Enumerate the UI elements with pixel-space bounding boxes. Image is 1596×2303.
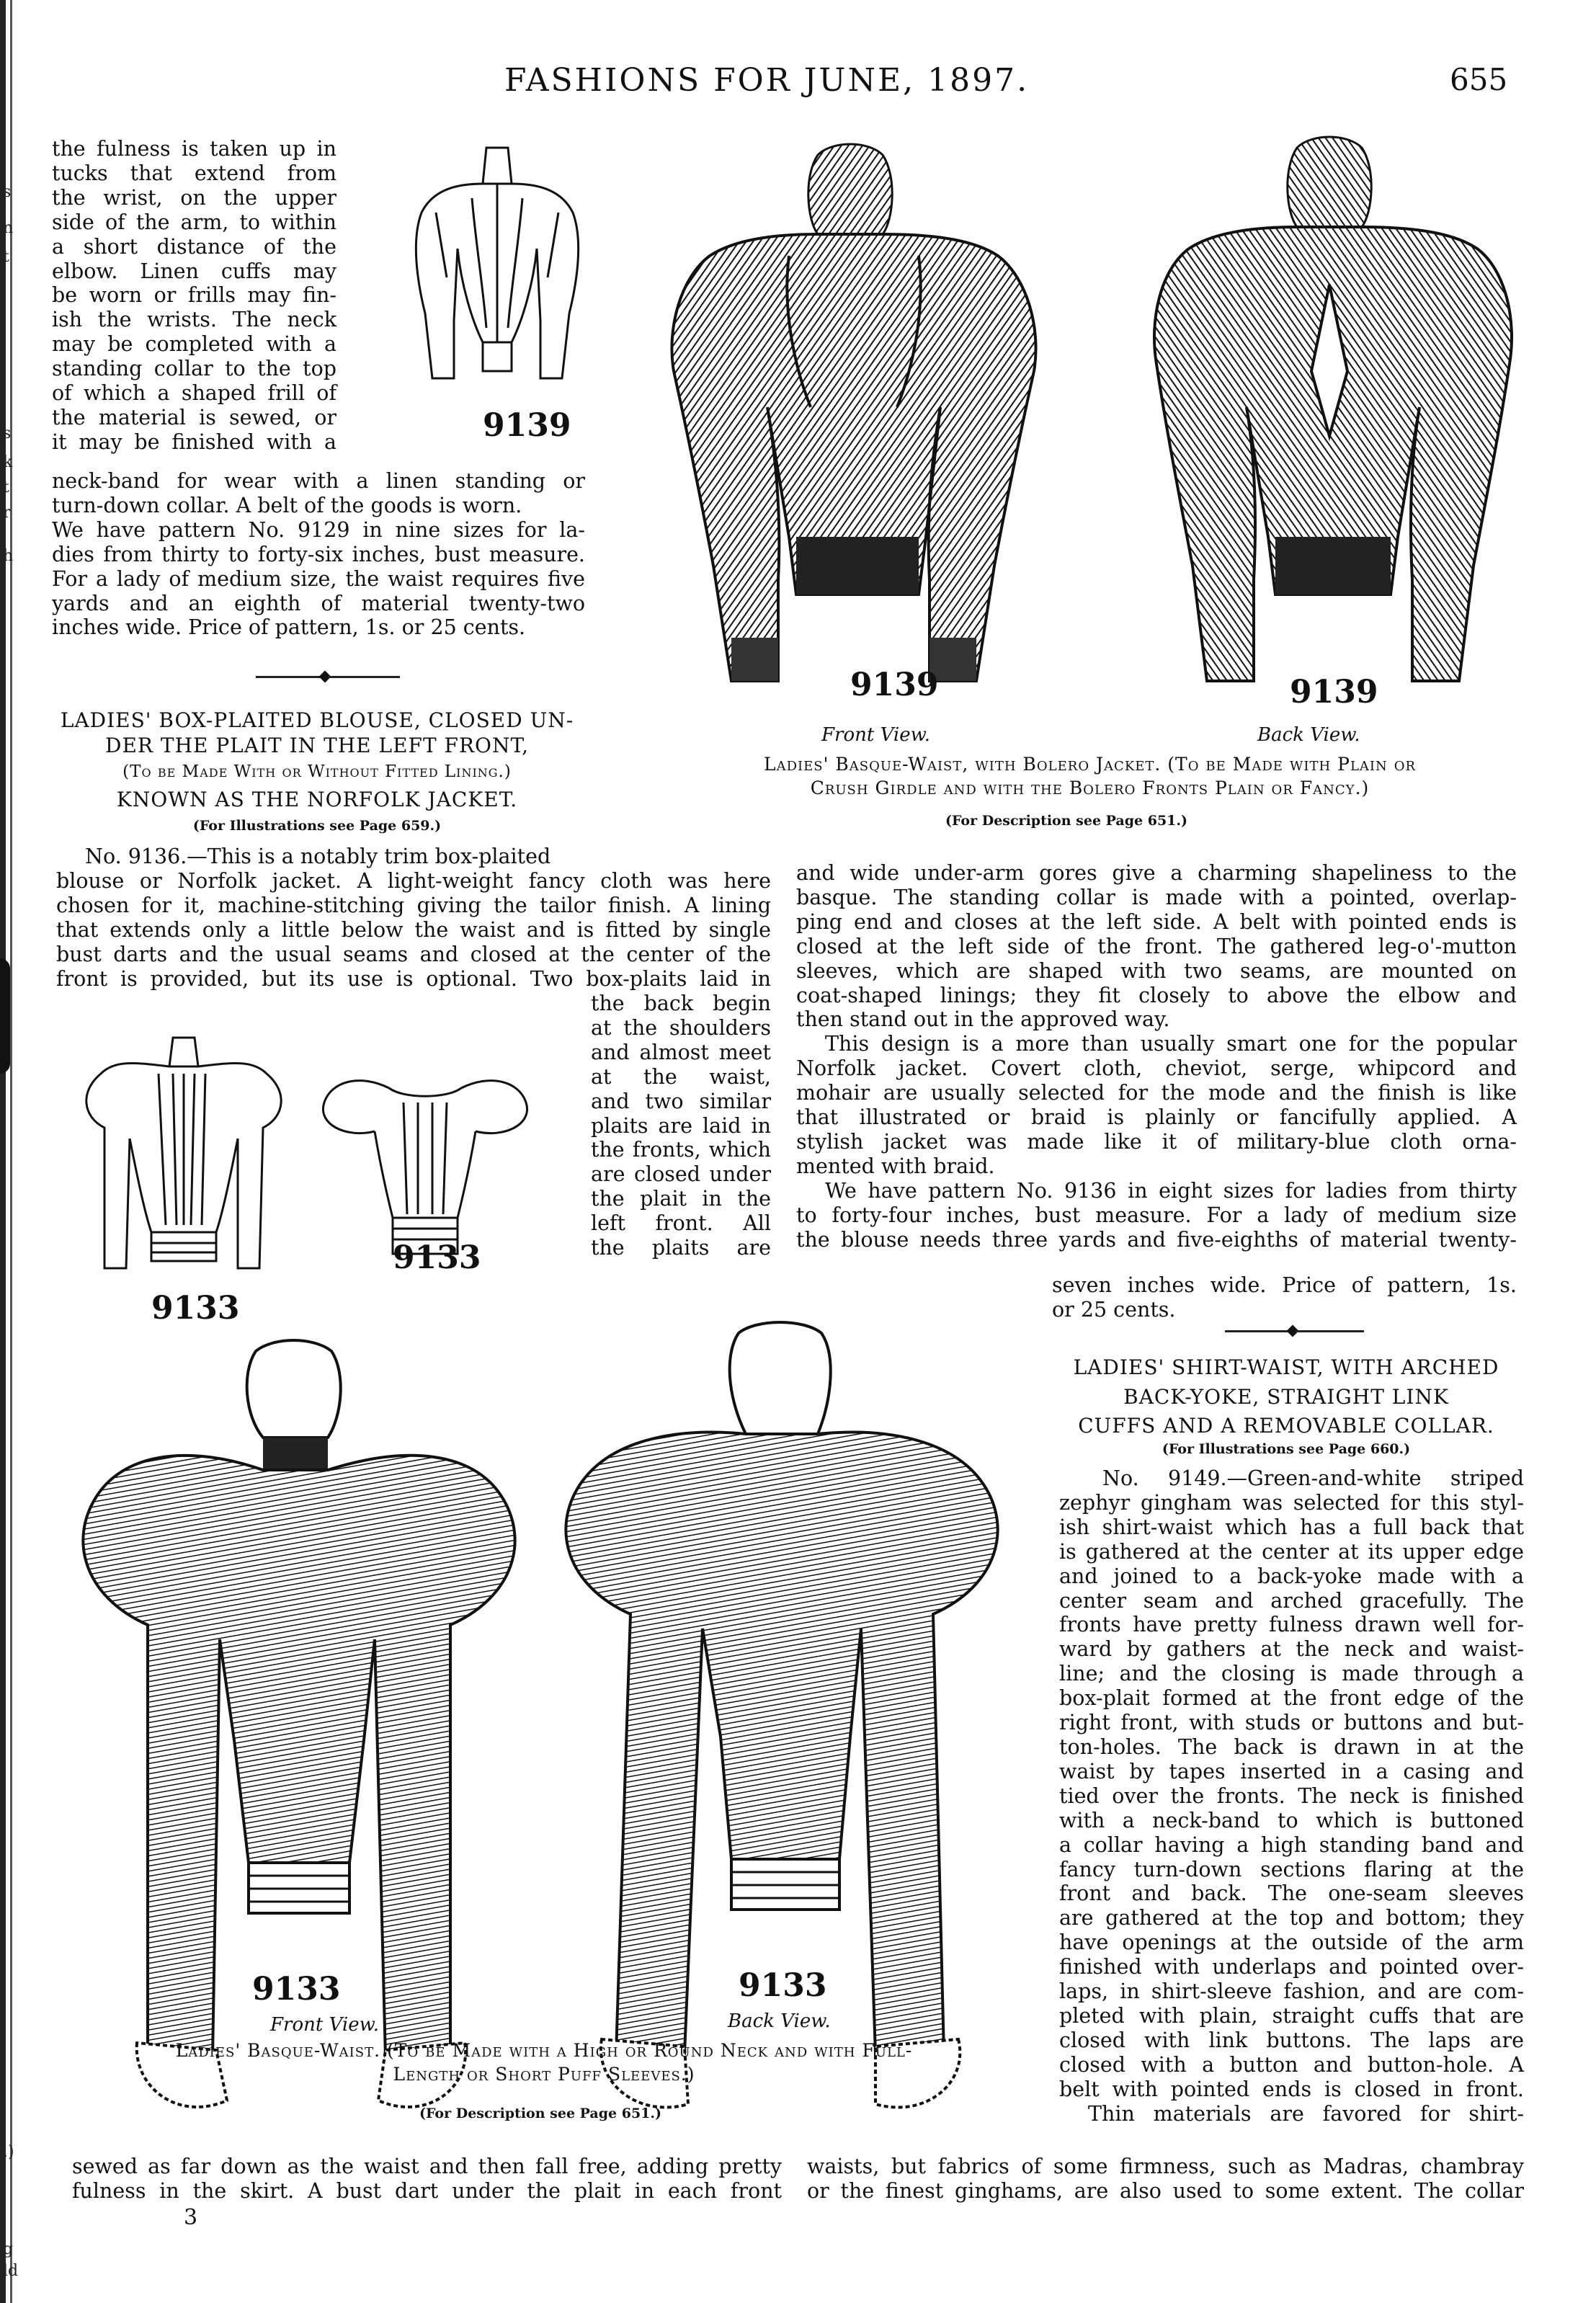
text-line: with a neck-band to which is buttoned	[1059, 1808, 1524, 1832]
heading-line: DER THE PLAIT IN THE LEFT FRONT,	[105, 734, 529, 757]
figure-number: 9133	[252, 1971, 341, 2008]
figure-number: 9139	[1290, 674, 1378, 710]
caption-line: Ladies' Basque-Waist, with Bolero Jacket. (To be Made with Plain or	[763, 754, 1417, 775]
text-line: have openings at the outside of the arm	[1059, 1930, 1524, 1955]
text-line: dies from thirty to forty-six inches, bust measure.	[52, 542, 585, 566]
heading-line: LADIES' BOX-PLAITED BLOUSE, CLOSED UN-	[60, 708, 574, 732]
back-view-label: Back View.	[728, 2010, 831, 2032]
caption-reference: (For Description see Page 651.)	[419, 2106, 661, 2121]
illustration-9139-small	[404, 141, 591, 400]
front-view-label: Front View.	[270, 2014, 380, 2036]
text-line: laps, in shirt-sleeve fashion, and are com-	[1059, 1979, 1524, 2004]
text-line: chosen for it, machine-stitching giving the tailor finish. A lining	[56, 893, 771, 917]
gutter-mark: g	[3, 2240, 14, 2258]
text-line: sleeves, which are shaped with two seams, are mounted on	[796, 958, 1517, 983]
divider	[328, 676, 400, 678]
text-line: basque. The standing collar is made with a pointed, overlap-	[796, 885, 1517, 909]
gutter-mark: h	[3, 547, 14, 565]
gutter-mark: r	[3, 504, 11, 522]
text-line: the wrist, on the upper	[52, 185, 336, 210]
text-line: line; and the closing is made through a	[1059, 1662, 1524, 1686]
text-line: is gathered at the center at its upper edge	[1059, 1539, 1524, 1564]
text-line: front is provided, but its use is optional. Two box-plaits laid in	[56, 966, 771, 991]
text-line: and joined to a back-yoke made with a	[1059, 1564, 1524, 1588]
caption-9133	[68, 2039, 1020, 2086]
illustration-9133-small-long-sleeve	[65, 1030, 303, 1304]
section-heading-line: KNOWN AS THE NORFOLK JACKET.	[116, 788, 518, 811]
back-view-label: Back View.	[1257, 724, 1360, 746]
gutter-mark: t	[3, 478, 9, 496]
caption-reference: (For Description see Page 651.)	[945, 813, 1187, 829]
illustration-reference: (For Illustrations see Page 659.)	[192, 818, 442, 834]
front-view-label: Front View.	[821, 724, 931, 746]
illustration-9139-front	[652, 133, 1056, 703]
text-line: Thin materials are favored for shirt-	[1088, 2101, 1524, 2126]
text-line: No. 9149.—Green-and-white striped	[1102, 1466, 1524, 1490]
text-line: front and back. The one-seam sleeves	[1059, 1881, 1524, 1906]
binding-gutter	[0, 0, 24, 2303]
section-heading-shirtwaist	[1052, 1353, 1520, 1441]
text-line: that extends only a little below the waist and is fitted by single	[56, 917, 771, 942]
text-line: the fulness is taken up in	[52, 137, 336, 161]
text-line: For a lady of medium size, the waist requires five	[52, 566, 585, 591]
text-line: fronts have pretty fulness drawn well for-	[1059, 1613, 1524, 1637]
text-line: a short distance of the	[52, 234, 336, 259]
text-line: This design is a more than usually smart one for the popular	[825, 1032, 1517, 1056]
text-line: sewed as far down as the waist and then fall free, adding pretty	[72, 2155, 782, 2178]
text-line: waist by tapes inserted in a casing and	[1059, 1759, 1524, 1783]
figure-number: 9139	[850, 667, 939, 703]
text-line: are closed under	[591, 1162, 771, 1187]
text-line: mented with braid.	[796, 1154, 995, 1178]
text-line: tucks that extend from	[52, 161, 336, 185]
text-block-norfolk	[56, 845, 771, 991]
text-line: that illustrated or braid is plainly or fancifully applied. A	[796, 1105, 1517, 1130]
gutter-mark: s	[3, 183, 12, 201]
text-line: tied over the fronts. The neck is finished	[1059, 1783, 1524, 1808]
gutter-mark: n	[3, 219, 14, 237]
text-line: seven inches wide. Price of pattern, 1s.	[1052, 1273, 1517, 1297]
illustration-9139-back	[1138, 133, 1528, 703]
text-block-pattern-9129	[52, 469, 585, 640]
text-line: may be completed with a	[52, 332, 336, 357]
text-line: turn-down collar. A belt of the goods is worn.	[52, 493, 522, 517]
heading-line: LADIES' SHIRT-WAIST, WITH ARCHED	[1073, 1355, 1499, 1379]
text-line: We have pattern No. 9129 in nine sizes for la-	[52, 517, 585, 542]
binding-hole	[0, 958, 10, 1074]
heading-line: CUFFS AND A REMOVABLE COLLAR.	[1078, 1414, 1494, 1438]
text-line: inches wide. Price of pattern, 1s. or 25 cents.	[52, 615, 526, 640]
text-line: neck-band for wear with a linen standing or	[52, 469, 585, 493]
text-line: be worn or frills may fin-	[52, 283, 336, 308]
figure-number: 9133	[393, 1239, 481, 1276]
signature-mark: 3	[184, 2205, 198, 2230]
text-line: ward by gathers at the neck and waist-	[1059, 1637, 1524, 1662]
divider	[256, 676, 328, 678]
text-line: center seam and arched gracefully. The	[1059, 1588, 1524, 1613]
text-line: coat-shaped linings; they fit closely to above the elbow and	[796, 983, 1517, 1007]
text-line: closed at the left side of the front. The gathered leg-o'-mutton	[796, 934, 1517, 958]
text-line: a collar having a high standing band and	[1059, 1832, 1524, 1857]
text-line: closed with a button and button-hole. A	[1059, 2052, 1524, 2077]
text-line: ping end and closes at the left side. A belt with pointed ends is	[796, 909, 1517, 934]
gutter-mark: .)	[3, 2143, 14, 2161]
text-block-sleeve-continued	[52, 137, 336, 455]
text-block-bottom-right	[807, 2155, 1524, 2204]
text-line: Norfolk jacket. Covert cloth, cheviot, serge, whipcord and	[796, 1056, 1517, 1081]
caption-9139	[652, 753, 1528, 800]
page-title: FASHIONS FOR JUNE, 1897.	[504, 62, 1030, 99]
text-line: of which a shaped frill of	[52, 381, 336, 406]
figure-number: 9139	[483, 407, 571, 444]
text-line: left front. All	[591, 1211, 771, 1236]
text-line: at the shoulders	[591, 1015, 771, 1040]
text-line: closed with link buttons. The laps are	[1059, 2028, 1524, 2052]
text-line: then stand out in the approved way.	[796, 1007, 1170, 1032]
text-line: are gathered at the top and bottom; they	[1059, 1906, 1524, 1930]
text-line: belt with pointed ends is closed in front.	[1059, 2077, 1524, 2101]
divider	[1225, 1330, 1293, 1332]
page-number: 655	[1450, 62, 1508, 97]
caption-line: Length or Short Puff Sleeves.)	[393, 2063, 695, 2085]
text-line: side of the arm, to within	[52, 210, 336, 234]
text-line: the plaits are	[591, 1236, 771, 1260]
text-line: to forty-four inches, bust measure. For a lady of medium size	[796, 1203, 1517, 1227]
caption-line: Crush Girdle and with the Bolero Fronts Plain or Fancy.)	[810, 777, 1370, 798]
text-line: plaits are laid in	[591, 1113, 771, 1138]
divider	[1296, 1330, 1364, 1332]
text-line: ton-holes. The back is drawn in at the	[1059, 1734, 1524, 1759]
text-line: at the waist,	[591, 1064, 771, 1089]
text-line: the fronts, which	[591, 1138, 771, 1162]
text-line: zephyr gingham was selected for this styl-	[1059, 1490, 1524, 1515]
text-line: finished with underlaps and pointed over-	[1059, 1955, 1524, 1979]
text-line: fancy turn-down sections flaring at the	[1059, 1857, 1524, 1881]
text-line: ish the wrists. The neck	[52, 308, 336, 332]
gutter-mark: k	[3, 453, 13, 471]
gutter-mark: ld	[3, 2262, 19, 2280]
text-line: the material is sewed, or	[52, 405, 336, 429]
text-line: or 25 cents.	[1052, 1297, 1176, 1322]
text-line: standing collar to the top	[52, 357, 336, 381]
text-block-norfolk-narrow	[591, 992, 771, 1260]
text-block-norfolk-price	[1052, 1273, 1517, 1322]
text-block-norfolk-continued	[796, 861, 1517, 1252]
text-line: right front, with studs or buttons and but-	[1059, 1711, 1524, 1735]
text-line: stylish jacket was made like it of military-blue cloth orna-	[796, 1129, 1517, 1154]
text-line: and almost meet	[591, 1040, 771, 1064]
text-line: pleted with plain, straight cuffs that are	[1059, 2003, 1524, 2028]
text-line: the plait in the	[591, 1187, 771, 1211]
gutter-mark: t	[3, 248, 9, 266]
text-block-shirtwaist	[1059, 1466, 1524, 2126]
text-line: mohair are usually selected for the mode and the finish is like	[796, 1081, 1517, 1105]
text-line: and two similar	[591, 1089, 771, 1113]
text-line: yards and an eighth of material twenty-two	[52, 591, 585, 615]
text-line: fulness in the skirt. A bust dart under the plait in each front	[72, 2178, 782, 2203]
figure-number: 9133	[151, 1290, 240, 1327]
text-line: No. 9136.—This is a notably trim box-plaited	[85, 845, 551, 868]
section-subheading: (To be Made With or Without Fitted Lining.)	[122, 762, 512, 781]
gutter-mark: s	[3, 424, 12, 442]
text-line: box-plait formed at the front edge of the	[1059, 1686, 1524, 1711]
figure-number: 9133	[739, 1967, 827, 2004]
text-line: We have pattern No. 9136 in eight sizes for ladies from thirty	[825, 1178, 1517, 1203]
text-line: it may be finished with a	[52, 429, 336, 454]
text-line: waists, but fabrics of some firmness, such as Madras, chambray	[807, 2155, 1524, 2178]
text-line: bust darts and the usual seams and closed at the center of the	[56, 942, 771, 966]
caption-line: Ladies' Basque-Waist. (To be Made with a High or Round Neck and with Full-	[175, 2040, 913, 2061]
text-line: elbow. Linen cuffs may	[52, 259, 336, 283]
text-line: or the finest ginghams, are also used to some extent. The collar	[807, 2178, 1524, 2203]
text-line: ish shirt-waist which has a full back that	[1059, 1515, 1524, 1539]
section-heading-norfolk	[43, 708, 591, 758]
text-line: the back begin	[591, 992, 771, 1015]
text-line: the blouse needs three yards and five-eighths of material twenty-	[796, 1227, 1517, 1252]
text-line: and wide under-arm gores give a charming shapeliness to the	[796, 861, 1517, 885]
text-line: blouse or Norfolk jacket. A light-weight fancy cloth was here	[56, 868, 771, 893]
heading-line: BACK-YOKE, STRAIGHT LINK	[1123, 1384, 1449, 1409]
text-block-bottom-left	[72, 2155, 782, 2204]
illustration-reference: (For Illustrations see Page 660.)	[1162, 1441, 1411, 1457]
